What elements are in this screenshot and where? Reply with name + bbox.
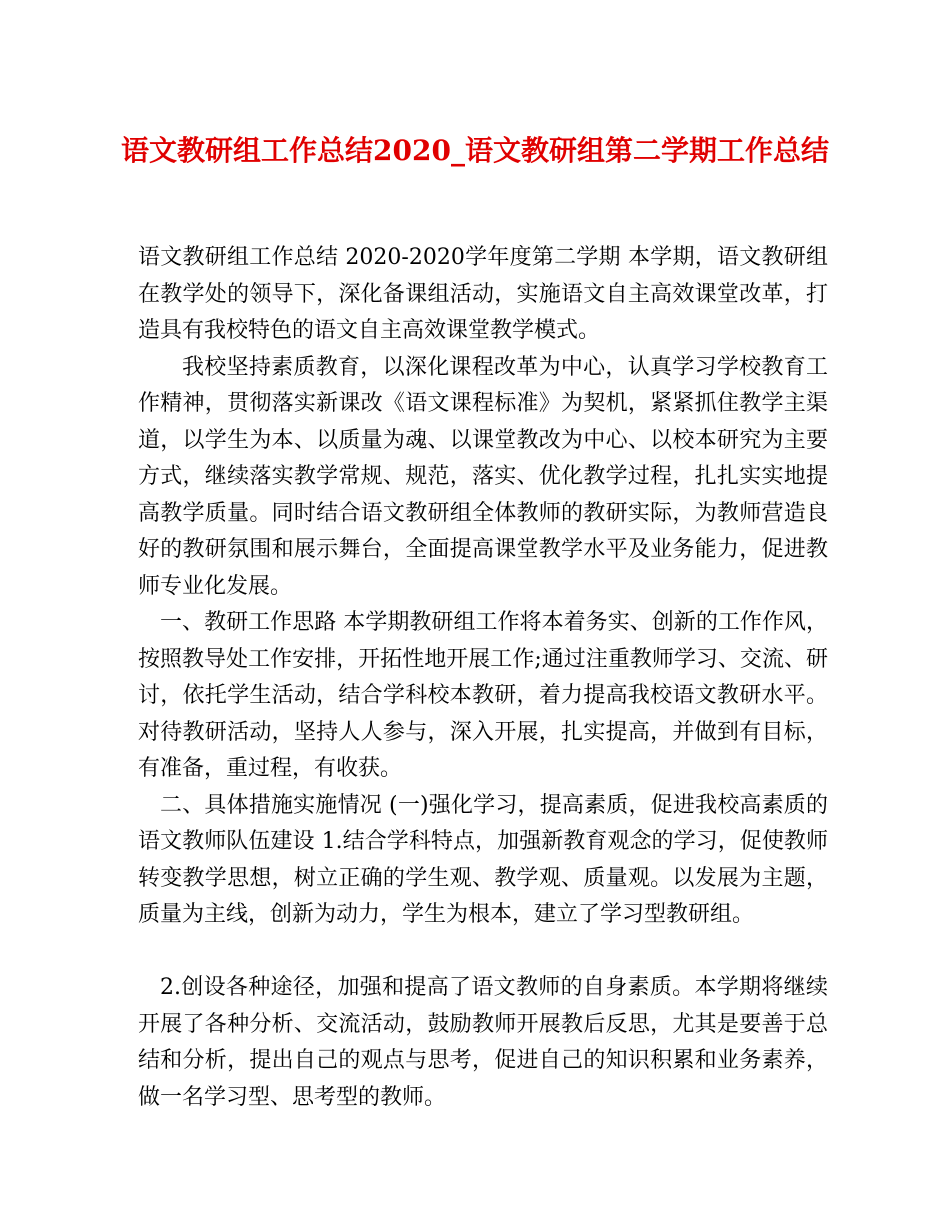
paragraph-section-two: 二、具体措施实施情况 (一)强化学习，提高素质，促进我校高素质的语文教师队伍建设 1.结合学科特点，加强新教育观念的学习，促使教师转变教学思想，树立正确的学生观、教学观、质量观。以发展为主题，质量为主线，创新为动力，学生为根本，建立了学习型教研组。 (138, 792, 828, 927)
paragraph-item-two: 2.创设各种途径，加强和提高了语文教师的自身素质。本学期将继续开展了各种分析、交流活动，鼓励教师开展教后反思，尤其是要善于总结和分析，提出自己的观点与思考，促进自己的知识积累和业务素养，做一名学习型、思考型的教师。 (138, 975, 828, 1110)
document-body (138, 240, 828, 1116)
paragraph-intro: 语文教研组工作总结 2020-2020学年度第二学期 本学期，语文教研组在教学处的领导下，深化备课组活动，实施语文自主高效课堂改革，打造具有我校特色的语文自主高效课堂教学模式。 (138, 245, 828, 343)
blank-line (138, 934, 828, 971)
document-title: 语文教研组工作总结2020_语文教研组第二学期工作总结 (121, 134, 829, 167)
paragraph-section-one: 一、教研工作思路 本学期教研组工作将本着务实、创新的工作作风，按照教导处工作安排，开拓性地开展工作;通过注重教师学习、交流、研讨，依托学生活动，结合学科校本教研，着力提高我校语文教研水平。对待教研活动，坚持人人参与，深入开展，扎实提高，并做到有目标，有准备，重过程，有收获。 (138, 610, 828, 781)
paragraph-quality-education: 我校坚持素质教育，以深化课程改革为中心，认真学习学校教育工作精神，贯彻落实新课改《语文课程标准》为契机，紧紧抓住教学主渠道，以学生为本、以质量为魂、以课堂教改为中心、以校本研究为主要方式，继续落实教学常规、规范，落实、优化教学过程，扎扎实实地提高教学质量。同时结合语文教研组全体教师的教研实际，为教师营造良好的教研氛围和展示舞台，全面提高课堂教学水平及业务能力，促进教师专业化发展。 (138, 354, 828, 599)
